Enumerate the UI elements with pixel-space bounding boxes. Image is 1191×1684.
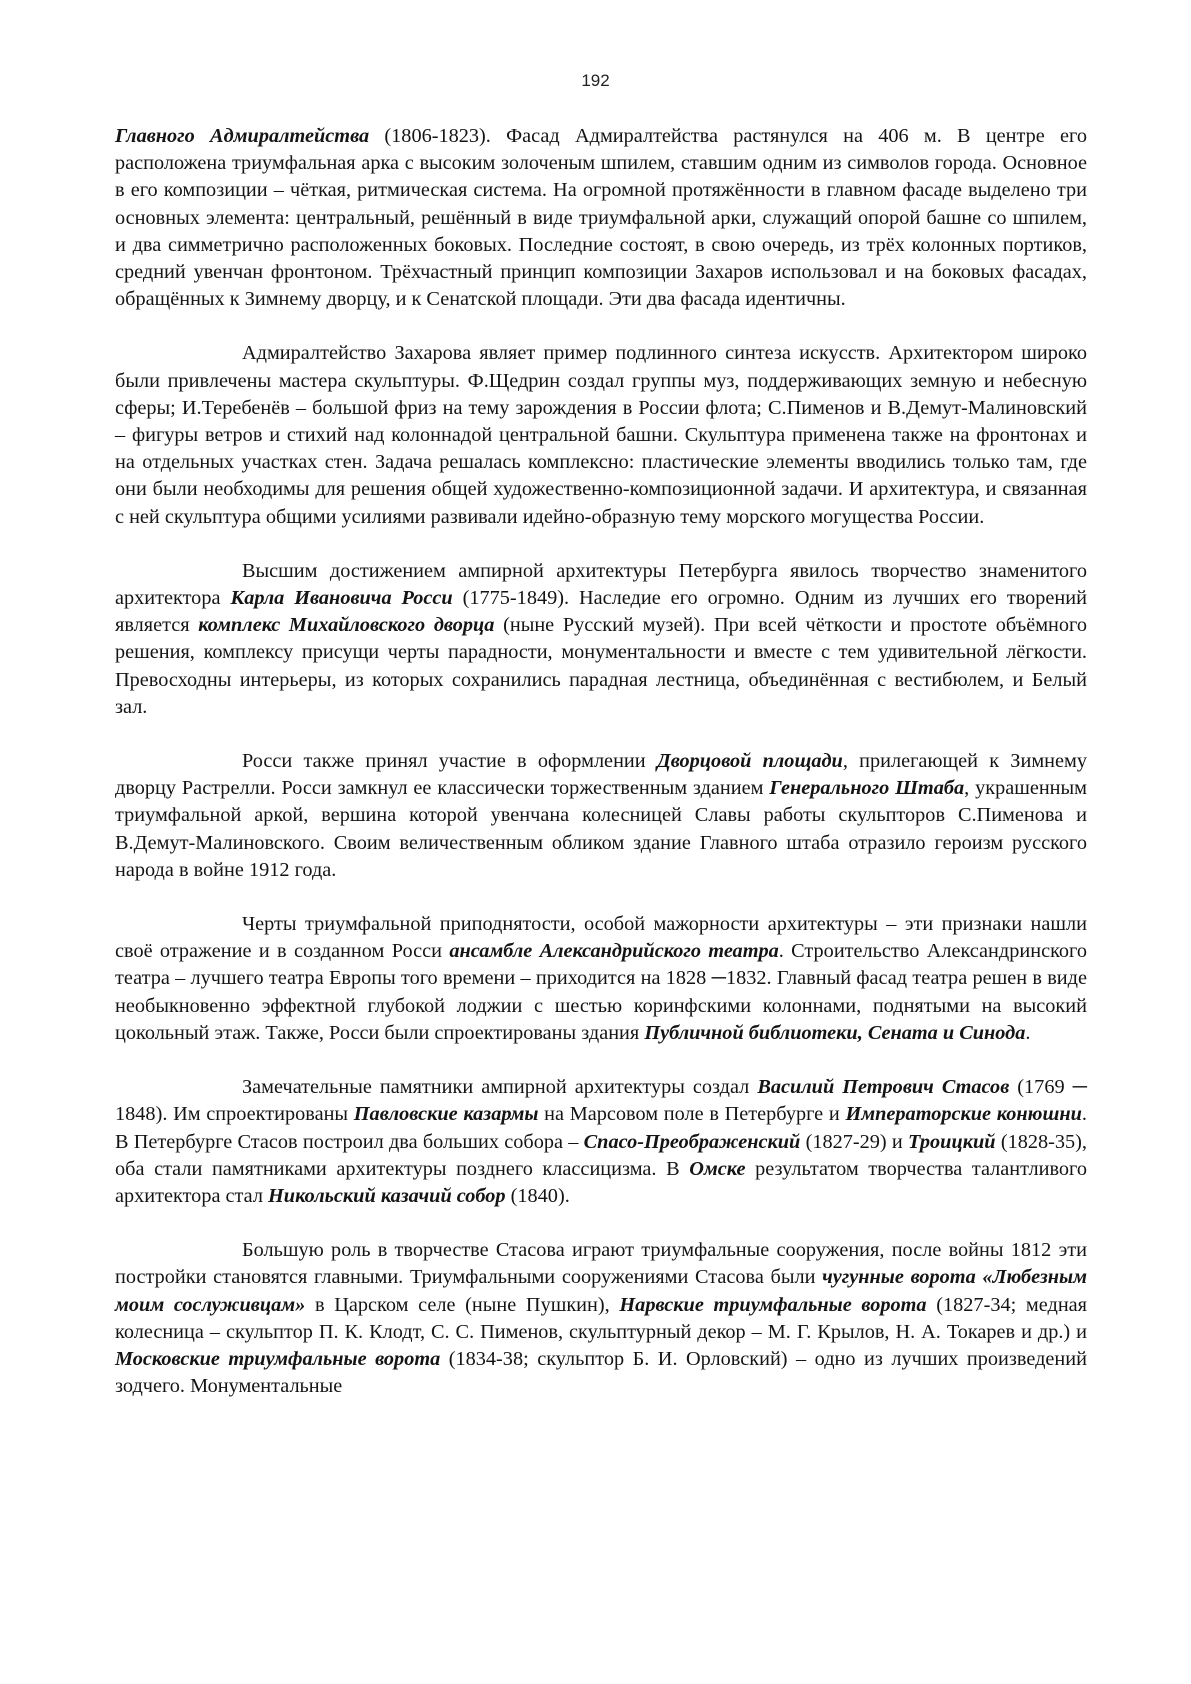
paragraph	[115, 748, 1087, 884]
emphasized-term: Карла Ивановича Росси	[230, 587, 453, 610]
text-run: Высшим достижением ампирной архитектуры Петербурга явилось творчество знаменитого архитектора	[115, 559, 1087, 610]
text-run: , прилегающей к Зимнему дворцу Растрелли. Росси замкнул ее классически торжественным зданием	[115, 750, 1087, 800]
emphasized-term: Публичной библиотеки, Сената и Синода	[644, 1021, 1026, 1044]
emphasized-term: Омске	[689, 1157, 746, 1180]
text-run: Замечательные памятники ампирной архитектуры создал	[242, 1076, 758, 1099]
emphasized-term: Главного Адмиралтейства	[115, 125, 370, 147]
emphasized-term: Нарвские триумфальные ворота	[619, 1293, 927, 1316]
text-run: (1827-34; медная колесница – скульптор П. К. Клодт, С. С. Пименов, скульптурный декор – М. Г. Крылов, Н. А. Токарев и др.) и	[115, 1293, 1087, 1343]
emphasized-term: Никольский казачий собор	[268, 1184, 506, 1207]
emphasized-term: чугунные ворота «Любезным моим сослуживцам»	[115, 1266, 1087, 1316]
emphasized-term: Троицкий	[908, 1130, 996, 1153]
emphasized-term: Дворцовой площади	[656, 750, 843, 773]
emphasized-term: Павловские казармы	[353, 1103, 539, 1126]
text-run: на Марсовом поле в Петербурге и	[538, 1103, 846, 1126]
text-run: Черты триумфальной приподнятости, особой мажорности архитектуры – эти признаки нашли своё отражение и в созданном Росси	[115, 913, 1087, 963]
text-run: (1775-1849). Наследие его огромно. Одним из лучших его творений является	[115, 587, 1087, 637]
paragraph	[115, 123, 1087, 313]
text-run: (ныне Русский музей). При всей чёткости и простоте объёмного решения, комплексу присущи черты парадности, монументальности и вместе с тем удивительной лёгкости. Превосходны интерьеры, из которых сохранились парадная лестница, объединённая с вестибюлем, и Белый зал.	[115, 614, 1087, 718]
text-run: результатом творчества талантливого архитектора стал	[115, 1157, 1087, 1207]
emphasized-term: ансамбле Александрийского театра	[449, 940, 779, 963]
emphasized-term: комплекс Михайловского дворца	[198, 614, 495, 637]
emphasized-term: Московские триумфальные ворота	[115, 1347, 441, 1370]
text-run: (1827-29) и	[800, 1130, 909, 1153]
text-run: , украшенным триумфальной аркой, вершина которой увенчана колесницей Славы работы скульпторов С.Пименова и В.Демут-Малиновского. Своим величественным обликом здание Главного штаба отразило героизм русского народа в войне 1912 года.	[115, 777, 1087, 881]
text-run: .	[1025, 1021, 1031, 1044]
emphasized-term: Императорские конюшни	[845, 1103, 1082, 1126]
text-run: Росси также принял участие в оформлении	[242, 750, 657, 773]
text-run: (1840).	[505, 1184, 570, 1207]
emphasized-term: Василий Петрович Стасов	[757, 1076, 1010, 1099]
page-body	[115, 123, 1087, 1400]
text-run: (1769 ─ 1848). Им спроектированы	[115, 1076, 1087, 1126]
text-run: . Строительство Александринского театра – лучшего театра Европы того времени – приходится на 1828 ─1832. Главный фасад театра решен в виде необыкновенно эффектной глубокой лоджии с шестью коринфскими колоннами, поднятыми на высокий цокольный этаж. Также, Росси были спроектированы здания	[115, 940, 1087, 1044]
text-run: . В Петербурге Стасов построил два больших собора –	[115, 1103, 1087, 1153]
paragraph	[115, 911, 1087, 1047]
text-run: (1828-35), оба стали памятниками архитектуры позднего классицизма. В	[115, 1130, 1087, 1180]
text-run: (1806-1823). Фасад Адмиралтейства растянулся на 406 м. В центре его расположена триумфальная арка с высоким золоченым шпилем, ставшим одним из символов города. Основное в его композиции – чёткая, ритмическая система. На огромной протяжённости в главном фасаде выделено три основных элемента: центральный, решённый в виде триумфальной арки, служащий опорой башне со шпилем, и два симметрично расположенных боковых. Последние состоят, в свою очередь, из трёх колонных портиков, средний увенчан фронтоном. Трёхчастный принцип композиции Захаров использовал и на боковых фасадах, обращённых к Зимнему дворцу, и к Сенатской площади. Эти два фасада идентичны.	[115, 125, 1087, 311]
paragraph	[115, 558, 1087, 721]
page-number: 192	[581, 71, 610, 90]
text-run: Адмиралтейство Захарова являет пример подлинного синтеза искусств. Архитектором широко были привлечены мастера скульптуры. Ф.Щедрин создал группы муз, поддерживающих земную и небесную сферы; И.Теребенёв – большой фриз на тему зарождения в России флота; С.Пименов и В.Демут-Малиновский – фигуры ветров и стихий над колоннадой центральной башни. Скульптура применена также на фронтонах и на отдельных участках стен. Задача решалась комплексно: пластические элементы вводились только там, где они были необходимы для решения общей художественно-композиционной задачи. И архитектура, и связанная с ней скульптура общими усилиями развивали идейно-образную тему морского могущества России.	[115, 342, 1087, 528]
text-run: Большую роль в творчестве Стасова играют триумфальные сооружения, после войны 1812 эти постройки становятся главными. Триумфальными сооружениями Стасова были	[115, 1239, 1087, 1289]
emphasized-term: Генерального Штаба	[769, 777, 965, 800]
paragraph	[115, 340, 1087, 530]
paragraph	[115, 1237, 1087, 1400]
text-run: в Царском селе (ныне Пушкин),	[305, 1293, 620, 1316]
paragraph	[115, 1074, 1087, 1210]
text-run: (1834-38; скульптор Б. И. Орловский) – одно из лучших произведений зодчего. Монументальные	[115, 1347, 1087, 1398]
emphasized-term: Спасо-Преображенский	[583, 1130, 801, 1153]
